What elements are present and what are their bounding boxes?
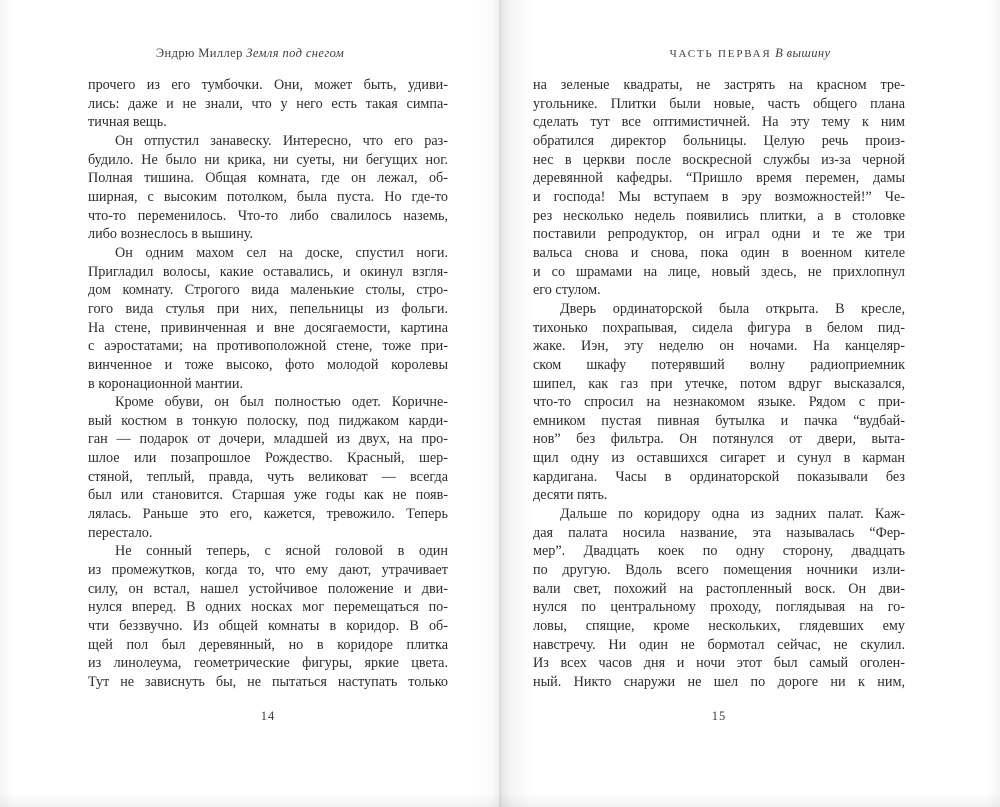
text-line: сделать тут все оптимистичней. На эту тему к ним xyxy=(533,114,905,131)
text-line: Кроме обуви, он был полностью одет. Коричне- xyxy=(115,394,448,411)
text-line: вый костюм в тонкую полоску, под пиджаком карди- xyxy=(88,412,448,429)
text-line: емником пустая пивная бутылка и пачка “вудбай- xyxy=(533,412,905,429)
header-chapter-title: В вышину xyxy=(775,46,831,60)
text-column-left xyxy=(88,76,448,692)
text-line: лялась. Раньше это его, кажется, тревожило. Теперь xyxy=(88,506,448,523)
text-line: ловы, спящие, кроме нескольких, глядевших ему xyxy=(533,618,905,635)
text-line: Он отпустил занавеску. Интересно, что его раз- xyxy=(115,132,448,149)
text-line: нулся по центральному проходу, поглядывая на го- xyxy=(533,599,905,616)
text-line: с аэростатами; на противоположной стене, тоже при- xyxy=(88,338,448,355)
text-line: гого вида стулья при них, пепельницы из фольги. xyxy=(88,300,448,317)
text-line: щил одну из оставшихся сигарет и сунул в карман xyxy=(533,450,905,467)
text-line: На стене, привинченная и вне досягаемости, картина xyxy=(88,319,448,336)
text-line: в коронационной мантии. xyxy=(88,375,243,392)
text-line: ган — подарок от дочери, младшей из двух, на про- xyxy=(88,431,448,448)
text-line: нулся вперед. В одних носках мог перемещаться по- xyxy=(88,599,448,616)
text-line: силу, он встал, нашел устойчивое положение и дви- xyxy=(88,580,448,597)
text-line: щей пол был деревянный, но в коридоре плитка xyxy=(88,636,448,653)
text-line: из линолеума, геометрические фигуры, яркие цвета. xyxy=(88,655,448,672)
text-line: шипел, как газ при утечке, потом вдруг высказался, xyxy=(533,375,905,392)
text-line: десяти пять. xyxy=(533,487,608,504)
running-header-right xyxy=(500,46,1000,61)
header-book-title: Земля под снегом xyxy=(246,46,345,60)
text-line: Полная тишина. Общая комната, где он лежал, об- xyxy=(88,170,448,187)
text-line: на зеленые квадраты, не застрять на красном тре- xyxy=(533,77,905,93)
text-line: шлое или позапрошлое Рождество. Красный, шер- xyxy=(88,450,448,467)
text-line: прочего из его тумбочки. Они, может быть, удиви- xyxy=(88,77,448,93)
text-line: рез несколько недель появились плитки, а в столовке xyxy=(533,207,905,224)
text-line: чти беззвучно. Из общей комнаты в коридор. В об- xyxy=(88,618,448,635)
text-line: нес в церкви после воскресной службы из-за черной xyxy=(533,151,905,168)
page-number-left: 14 xyxy=(260,709,276,723)
text-line: Не сонный теперь, с ясной головой в один xyxy=(115,543,448,560)
text-line: мер”. Двадцать коек по одну сторону, двадцать xyxy=(533,543,905,560)
text-line: стяной, теплый, правда, чуть великоват — всегда xyxy=(88,468,448,485)
text-line: будило. Не было ни крика, ни суеты, ни бегущих ног. xyxy=(88,151,448,168)
page-number-right: 15 xyxy=(711,709,727,723)
text-line: винченное и тоже высоко, фото молодой королевы xyxy=(88,356,448,373)
text-line: Тут не зависнуть бы, не пытаться наступать только xyxy=(88,674,448,690)
text-line: обратился директор больницы. Целую речь произ- xyxy=(533,132,905,149)
text-line: Из всех часов дня и ночи этот был самый оголен- xyxy=(533,655,905,672)
text-line: нов” без фильтра. Он потянулся от двери, выта- xyxy=(533,431,905,448)
header-part-title: ЧАСТЬ ПЕРВАЯ xyxy=(669,48,772,60)
text-line: был или становится. Старшая уже годы как не появ- xyxy=(88,487,448,504)
text-line: лись: даже и не знали, что у него есть такая симпа- xyxy=(88,95,448,112)
text-line: и господа! Мы вступаем в эру возможностей!” Че- xyxy=(533,188,905,205)
text-line: навстречу. Ни один не бормотал сейчас, не скулил. xyxy=(533,636,905,653)
text-line: что-то переменилось. Что-то либо свалилось наземь, xyxy=(88,207,448,224)
text-line: Пригладил волосы, какие оставались, и окинул взгля- xyxy=(88,263,448,280)
text-line: перестало. xyxy=(88,524,153,541)
text-line: по другую. Вдоль всего помещения ночники изли- xyxy=(533,562,905,579)
text-line: жаке. Иэн, эту неделю он ночами. На канцеляр- xyxy=(533,338,905,355)
text-line: угольнике. Плитки были новые, часть общего плана xyxy=(533,95,905,112)
header-author: Эндрю Миллер xyxy=(155,46,243,60)
text-line: поставили репродуктор, он играл одни и те же три xyxy=(533,226,905,243)
text-line: дая палата носила название, эта называлась “Фер- xyxy=(533,524,905,541)
text-line: из промежутков, когда то, что ему дают, утрачивает xyxy=(88,562,448,579)
text-line: кардигана. Часы в ординаторской показывали без xyxy=(533,468,905,485)
text-line: Он одним махом сел на доске, спустил ноги. xyxy=(115,244,448,261)
text-line: вальса снова и снова, пока один в военном кителе xyxy=(533,244,905,261)
text-line: деревянной кафедры. “Пришло время перемен, дамы xyxy=(533,170,905,187)
page-right xyxy=(500,0,1000,807)
text-line: либо вознеслось в вышину. xyxy=(88,226,254,243)
running-header-left xyxy=(0,46,500,61)
text-line: тихонько похрапывая, сидела фигура в белом пид- xyxy=(533,319,905,336)
text-line: Дальше по коридору одна из задних палат. Каж- xyxy=(560,506,905,523)
text-line: и со шрамами на лице, новый здесь, не прихлопнул xyxy=(533,263,905,280)
text-line: ском шкафу потерявший волну радиоприемник xyxy=(533,356,905,373)
text-line: дом комнату. Строгого вида маленькие столы, стро- xyxy=(88,282,448,299)
text-line: ный. Никто снаружи не шел по дороге ни к ним, xyxy=(533,674,905,690)
text-line: Дверь ординаторской была открыта. В кресле, xyxy=(560,300,905,317)
text-line: что-то спросил на незнакомом языке. Рядом с при- xyxy=(533,394,905,411)
text-line: ширная, с высоким потолком, была пуста. Но где-то xyxy=(88,188,448,205)
text-line: его стулом. xyxy=(533,282,601,299)
text-line: вали свет, похожий на растопленный воск. Он дви- xyxy=(533,580,905,597)
text-column-right xyxy=(533,76,905,692)
text-line: тичная вещь. xyxy=(88,114,167,131)
